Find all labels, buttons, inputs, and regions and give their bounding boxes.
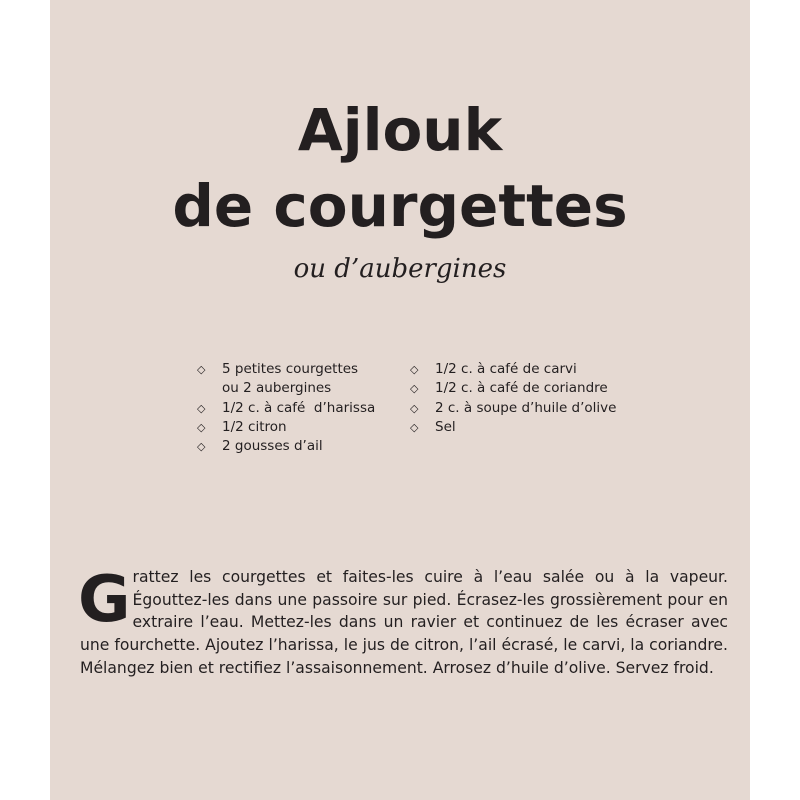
ingredient-text: 5 petites courgettes: [222, 361, 359, 377]
ingredient-item: [410, 379, 650, 398]
recipe-subtitle: ou d’aubergines: [293, 254, 507, 284]
diamond-bullet-icon: ◇: [197, 440, 206, 454]
ingredient-text: 2 gousses d’ail: [222, 438, 323, 455]
ingredient-item: [410, 360, 650, 379]
ingredient-text: 1/2 c. à café de coriandre: [435, 380, 608, 397]
ingredient-text: 1/2 c. à café de carvi: [435, 361, 577, 377]
diamond-bullet-icon: ◇: [197, 401, 206, 415]
diamond-bullet-icon: ◇: [410, 363, 419, 376]
ingredient-item: [197, 360, 377, 399]
ingredient-item: [197, 437, 377, 456]
ingredient-text: 1/2 c. à café d’harissa: [222, 399, 376, 416]
recipe-title-line2: de courgettes: [172, 172, 628, 240]
instructions-paragraph: [78, 563, 728, 680]
diamond-bullet-icon: ◇: [410, 382, 419, 396]
ingredient-text: 2 c. à soupe d’huile d’olive: [435, 399, 617, 416]
diamond-bullet-icon: ◇: [197, 363, 206, 376]
ingredient-item: [197, 418, 377, 437]
diamond-bullet-icon: ◇: [410, 420, 419, 434]
ingredient-item: [410, 418, 650, 437]
ingredient-item: [410, 399, 650, 418]
diamond-bullet-icon: ◇: [197, 420, 206, 434]
diamond-bullet-icon: ◇: [410, 401, 419, 415]
ingredients-list-left: [197, 360, 377, 456]
ingredient-text-continued: ou 2 aubergines: [222, 380, 332, 397]
recipe-title-line1: Ajlouk: [297, 96, 503, 164]
drop-cap: G: [78, 563, 131, 637]
recipe-title: [50, 92, 750, 244]
instructions-text: rattez les courgettes et faites-les cuire à l’eau salée ou à la vapeur. Égouttez-les dans une passoire sur pied. Écrasez-les grossièrement pour en extraire l’eau. Mettez-les dans un ravier et continuez de les écraser avec une fourchette. Ajoutez l’harissa, le jus de citron, l’ail écrasé, le carvi, la coriandre. Mélangez bien et rectifiez l’assaisonnement. Arrosez d’huile d’olive. Servez froid.: [80, 568, 728, 677]
ingredient-item: [197, 399, 377, 418]
ingredient-text: 1/2 citron: [222, 418, 287, 435]
recipe-page: [50, 0, 750, 800]
ingredient-text: Sel: [435, 418, 456, 435]
ingredients-list-right: [410, 360, 650, 437]
